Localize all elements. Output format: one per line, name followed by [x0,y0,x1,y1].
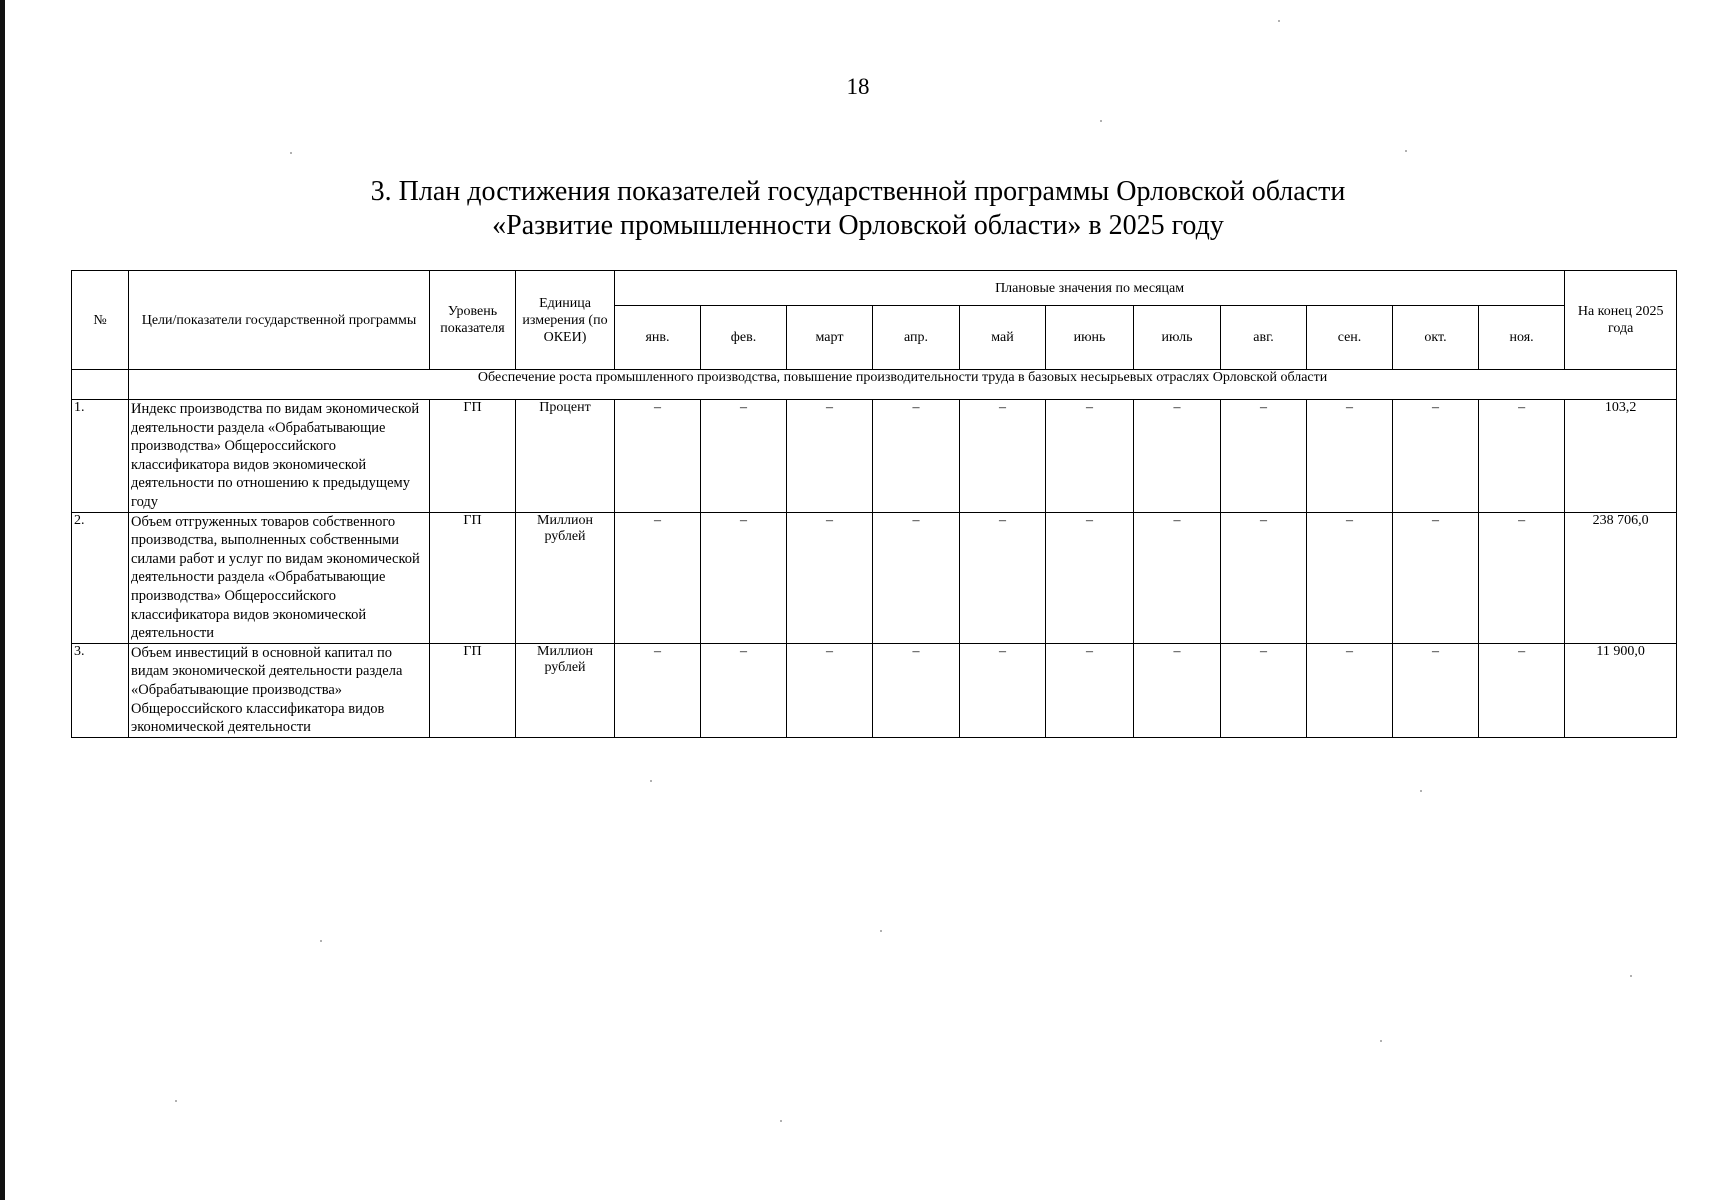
row-month-value: – [1393,512,1479,643]
row-month-value: – [701,512,787,643]
row-final-value: 103,2 [1565,400,1677,513]
row-month-value: – [873,512,960,643]
row-unit: Миллион рублей [516,512,615,643]
row-level: ГП [430,400,516,513]
row-month-value: – [1479,643,1565,737]
row-month-value: – [1221,643,1307,737]
row-month-value: – [1046,643,1134,737]
scan-speck [320,940,322,942]
row-month-value: – [615,512,701,643]
row-month-value: – [960,643,1046,737]
row-month-value: – [1307,512,1393,643]
row-month-value: – [1393,643,1479,737]
row-month-value: – [615,400,701,513]
header-final: На конец 2025 года [1565,271,1677,370]
header-unit: Единица измерения (по ОКЕИ) [516,271,615,370]
header-month: окт. [1393,306,1479,370]
header-goal: Цели/показатели государственной программы [129,271,430,370]
row-month-value: – [873,643,960,737]
header-month: фев. [701,306,787,370]
row-num: 3. [72,643,129,737]
row-month-value: – [615,643,701,737]
document-title [0,175,1716,243]
row-month-value: – [1134,643,1221,737]
scan-speck [880,930,882,932]
goal-title: Обеспечение роста промышленного производства, повышение производительности труда в базовых несырьевых отраслях Орловской области [129,370,1677,400]
row-final-value: 238 706,0 [1565,512,1677,643]
row-month-value: – [960,512,1046,643]
scan-speck [650,780,652,782]
header-num: № [72,271,129,370]
page-number: 18 [846,74,870,99]
scan-speck [780,1120,782,1122]
title-line-2: «Развитие промышленности Орловской области» в 2025 году [492,210,1224,241]
row-month-value: – [1479,512,1565,643]
scan-speck [1278,20,1280,22]
header-month: март [787,306,873,370]
table-row [72,643,1677,737]
row-month-value: – [1046,512,1134,643]
row-indicator-name: Объем отгруженных товаров собственного производства, выполненных собственными силами работ и услуг по видам экономической деятельности раздела «Обрабатывающие производства» Общероссийского классификатора видов экономической деятельности [129,512,430,643]
row-month-value: – [960,400,1046,513]
row-month-value: – [1393,400,1479,513]
scan-speck [1630,975,1632,977]
row-month-value: – [1479,400,1565,513]
row-indicator-name: Индекс производства по видам экономической деятельности раздела «Обрабатывающие производства» Общероссийского классификатора видов экономической деятельности по отношению к предыдущему году [129,400,430,513]
goal-row [72,370,1677,400]
table-row [72,512,1677,643]
header-month: июль [1134,306,1221,370]
row-month-value: – [787,643,873,737]
row-num: 1. [72,400,129,513]
row-indicator-name: Объем инвестиций в основной капитал по видам экономической деятельности раздела «Обрабатывающие производства» Общероссийского классификатора видов экономической деятельности [129,643,430,737]
scan-speck [175,1100,177,1102]
header-monthly-group: Плановые значения по месяцам [615,271,1565,306]
title-line-1: 3. План достижения показателей государственной программы Орловской области [370,176,1346,207]
row-month-value: – [701,643,787,737]
row-month-value: – [1134,400,1221,513]
row-level: ГП [430,643,516,737]
row-final-value: 11 900,0 [1565,643,1677,737]
row-unit: Миллион рублей [516,643,615,737]
plan-table [71,270,1677,738]
scan-speck [290,152,292,154]
table-row [72,400,1677,513]
row-month-value: – [787,400,873,513]
header-month: сен. [1307,306,1393,370]
scan-speck [1405,150,1407,152]
row-month-value: – [1307,400,1393,513]
row-month-value: – [873,400,960,513]
header-month: июнь [1046,306,1134,370]
header-month: янв. [615,306,701,370]
row-month-value: – [701,400,787,513]
row-level: ГП [430,512,516,643]
row-month-value: – [787,512,873,643]
row-month-value: – [1307,643,1393,737]
row-num: 2. [72,512,129,643]
row-month-value: – [1221,512,1307,643]
goal-row-num-cell [72,370,129,400]
header-month: май [960,306,1046,370]
header-month: апр. [873,306,960,370]
header-month: ноя. [1479,306,1565,370]
scan-speck [1100,120,1102,122]
row-month-value: – [1134,512,1221,643]
row-month-value: – [1221,400,1307,513]
row-unit: Процент [516,400,615,513]
scan-speck [1420,790,1422,792]
scan-speck [1380,1040,1382,1042]
header-month: авг. [1221,306,1307,370]
row-month-value: – [1046,400,1134,513]
header-level: Уровень показателя [430,271,516,370]
